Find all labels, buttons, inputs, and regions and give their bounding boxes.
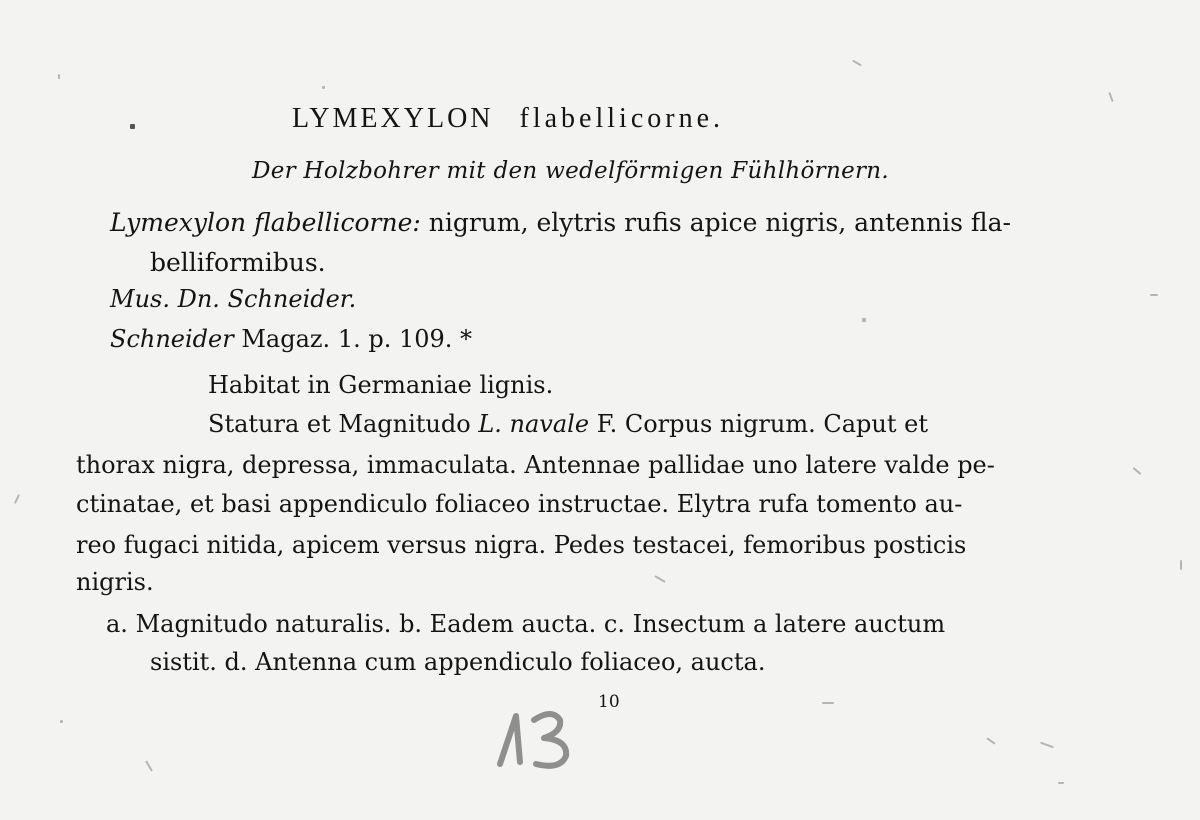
- paper-speck: [1058, 782, 1064, 784]
- dot-mark: [130, 124, 135, 129]
- description-line-5: nigris.: [76, 568, 154, 596]
- paper-speck: [322, 86, 325, 89]
- paper-speck: [14, 494, 20, 504]
- description-line-2: thorax nigra, depressa, immaculata. Antennae pallidae uno latere valde pe-: [76, 451, 995, 479]
- paper-speck: [1133, 467, 1142, 475]
- paper-speck: [58, 74, 60, 79]
- paper-speck: [852, 60, 862, 67]
- diagnosis-name: Lymexylon flabellicorne:: [110, 208, 421, 237]
- diagnosis-line-1: [110, 210, 1011, 235]
- page-title: [292, 104, 724, 133]
- diagnosis-text-1: nigrum, elytris rufis apice nigris, antennis fla-: [428, 208, 1011, 237]
- paper-speck: [986, 737, 995, 744]
- reference-text: Magaz. 1. p. 109. *: [241, 325, 473, 353]
- paper-speck: [654, 575, 665, 583]
- description-line-1: [208, 412, 928, 436]
- collection-note: Mus. Dn. Schneider.: [110, 285, 357, 313]
- description-text-1a: Statura et Magnitudo: [208, 410, 471, 438]
- diagnosis-line-2: belliformibus.: [150, 248, 326, 277]
- explanation-line-1: a. Magnitudo naturalis. b. Eadem aucta. c. Insectum a latere auctum: [106, 610, 946, 638]
- german-subtitle: Der Holzbohrer mit den wedelförmigen Fühlhörnern.: [252, 158, 890, 184]
- paper-speck: [145, 760, 153, 771]
- title-species: flabellicorne.: [519, 103, 724, 134]
- description-line-3: ctinatae, et basi appendiculo foliaceo instructae. Elytra rufa tomento au-: [76, 490, 963, 518]
- page-number: 10: [598, 692, 620, 712]
- paper-speck: [1180, 560, 1182, 570]
- title-genus: LYMEXYLON: [292, 103, 494, 134]
- paper-speck: [862, 318, 866, 322]
- description-text-1c: F. Corpus nigrum. Caput et: [596, 410, 928, 438]
- paper-speck: [1040, 742, 1054, 749]
- habitat-line: Habitat in Germaniae lignis.: [208, 371, 554, 399]
- reference-line: [110, 327, 472, 351]
- paper-speck: [60, 720, 63, 723]
- paper-speck: [822, 702, 834, 704]
- description-text-1b: L. navale: [478, 410, 590, 438]
- description-line-4: reo fugaci nitida, apicem versus nigra. Pedes testacei, femoribus posticis: [76, 531, 967, 559]
- handwritten-annotation-mark: [486, 704, 582, 774]
- reference-author: Schneider: [110, 325, 234, 353]
- explanation-line-2: sistit. d. Antenna cum appendiculo foliaceo, aucta.: [150, 648, 766, 676]
- paper-speck: [1150, 294, 1158, 296]
- paper-speck: [1108, 92, 1113, 102]
